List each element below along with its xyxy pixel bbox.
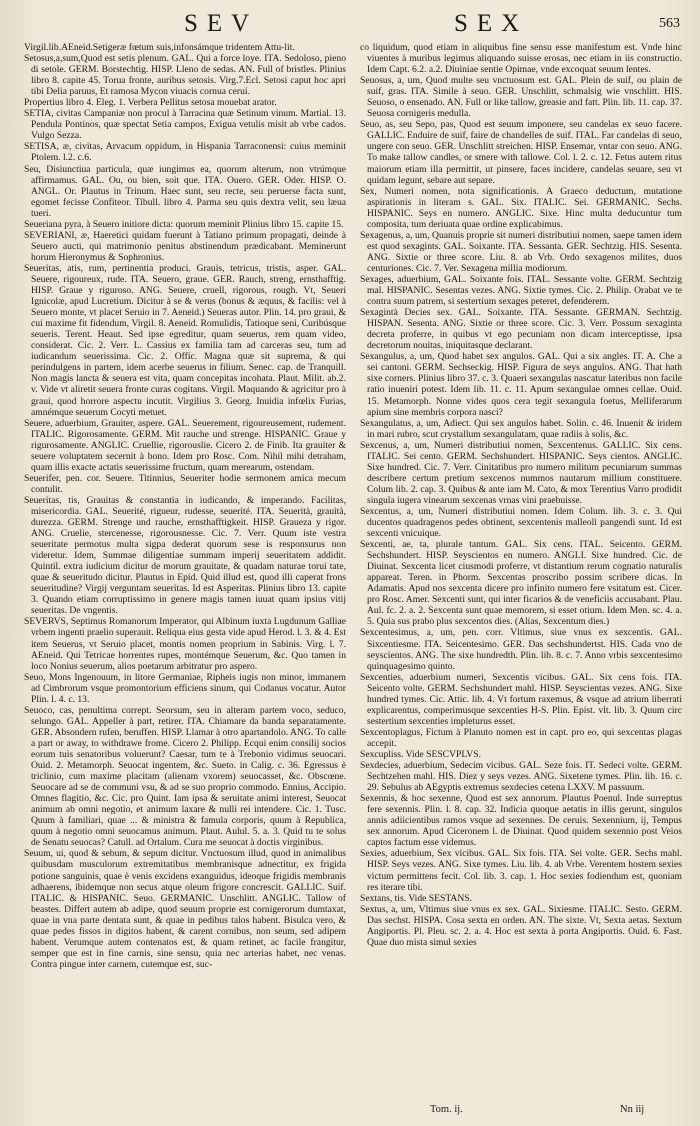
dictionary-entry: Sexangulus, a, um, Quod habet sex angulos. GAL. Qui a six angles. IT. A. Che a sei cantoni. GERM. Sechseckig. HISP. Figura de seys angulos. ANG. That hath sixe corners. Plinius libro 37. c. 3. Quaeri sexangulas nascatur lateribus non facile ratio inueniri potest. Idem lib. 11. c. 11. Apum sexangulae omnes cellae. Ouid. 15. Metamorph. Nonne vides quos cera tegit sexangula foetus, Melliferarum apium sine membris corpora nasci? (360, 351, 682, 418)
dictionary-entry: Seuosus, a, um, Quod multe seu vnctuosum est. GAL. Plein de suif, ou plain de suif, gras. ITA. Simile à seuo. GER. Unschlitt, schmalsig wie vnschlitt. HIS. Seuoso, o ensenado. AN. Full or like tallow, greasie and fatt. Plin. lib. 11. cap. 37. Seuosa cornigeris medulla. (360, 75, 682, 120)
right-column (360, 42, 682, 1102)
dictionary-entry: Sexages, aduerbium, GAL. Soixante fois. ITAL. Sessante volte. GERM. Sechtzig mal. HISPANIC. Sesentas vezes. ANG. Sixtie tymes. Cic. 2. Philip. Orabat ve te contra suum patrem, si sestertium sexages peteret, defenderem. (360, 273, 682, 308)
dictionary-entry: Sexagintà Decies sex. GAL. Soixante. ITA. Sessante. GERMAN. Sechtzig. HISPAN. Sesenta. ANG. Sixtie or three score. Cic. 3. Verr. Possum sexaginta decreta proferre, in quibus vt ego pecuniam non dicam interceptisse, ipsa decretorum nouitas, iniquitasque declarant. (360, 307, 682, 352)
dictionary-entry: Sex, Numeri nomen, nota significationis. A Graeco deductum, mutatione aspirationis in literam s. GAL. Six. ITALIC. Sei. GERMANIC. Sechs. HISPANIC. Seys en numero. ANGLIC. Sixe. Hinc multa deducuntur tum composita, tum deriuata quae ordine explicabimus. (360, 185, 682, 230)
dictionary-entry: Sextus, a, um, Vltimus siue vnus ex sex. GAL. Sixiesme. ITALIC. Sesto. GERM. Das sechst. HISPA. Cosa sexta en orden. AN. The sixte. Vt, Sexta aetas. Sextum Angiportis. Pl. Pleu. sc. 2. a. 4. Hoc est sexta à porta Angiportis. Ouid. 6. Fast. Quae duo mista simul sexies (360, 903, 682, 948)
dictionary-entry: Virgil.lib.AEneid.Setigeræ fœtum suis,infonsámque tridentem Attu-lit. (24, 42, 295, 53)
text-columns (24, 42, 682, 1102)
dictionary-entry: Seuo, Mons Ingenouum, in litore Germaniae, Ripheis iugis non minor, immanem ad Cimbrorum vsque promontorium efficiens sinum, qui Codanus vocatur. Autor Plin. l. 4. c. 13. (24, 671, 346, 705)
signature-mark: Tom. ij. (430, 1104, 463, 1115)
dictionary-entry: Sextans, tis. Vide SESTANS. (360, 892, 473, 904)
dictionary-entry: SEVERIANI, æ, Haeretici quidam fuerunt à Tatiano primum propagati, deinde à Seuero aucti, qui matrimonio penitus abstinendum prædicabant. Meminerunt horum Hieronymus & Sophronius. (24, 229, 346, 263)
dictionary-entry: Seueriana pyra, à Seuero initiore dicta: quorum meminit Plinius libro 15. capite 15. (24, 218, 344, 230)
dictionary-entry: SETISA, æ, civitas, Arvacum oppidum, in Hispania Tarraconensi: cuius meminit Ptolem. l.2. c.6. (24, 141, 346, 164)
dictionary-entry: Sexcenus, a, um, Numeri distributiui nomen, Sexcentenus. GALLIC. Six cens. ITALIC. Sei cento. GERM. Sechshundert. HISPANIC. Seys cientos. ANGLIC. Sixe hundred. Cic. 7. Verr. Cinitatibus pro numero militum pecuniarum summas describere certum pretium sexcenos nummos nautarum millium constituere. Colum lib. 2. cap. 3. Quibus & ante iam M. Cato, & mox Terentius Varro prodidit singula iugera vinearum sexcenas vrnas vini praebuisse. (360, 439, 682, 506)
dictionary-entry: Seuoco, cas, penultima corrept. Seorsum, seu in alteram partem voco, seduco, selungo. GAL. Appeller à part, retirer. ITA. Chiamare da banda separatamente. GER. Absondern rufen, beruffen. HISP. Llamar à otro apartandolo. ANG. To calle a part or away, to withdrawe frome. Cicero 2. Philipp. Ecqui enim consilij socios eorum tuis senatoribus voluerunt? Caesar, tum te à Trebonio vidimus seuocari. Ouid. 2. Metamorph. Seuocat ingentem, &c. Sueto. in Calig. c. 36. Egressus è triclinio, cum maxime placitam (alienam vxorem) seuocasset, &c. Obscœne. Seuocare ad se de communi vsu, & ad se suo proprio commodo. Ennius, Accipio. Omnes flagitio, &c. Cic. pro Quint. Iam ipsa & seruitate animi interest, Seuocat animum ab omni negotio, et animum laxare & nulli rei intendere. Cic. 1. Tusc. Quum à familiari, quae ... & ministra & famula corporis, quum à Republica, quum à negotio omni seuocamus animum. Plaut. Aulul. 5. a. 3. Quid tu te solus de Senatu seuocas? Catull. ad Ortalum. Cura me seuocat à doctis virginibus. (24, 704, 346, 849)
dictionary-entry: Sexagenus, a, um, Quanuis proprie sit numeri distributiui nomen, saepe tamen idem est quod sexagints. GAL. Soixante. ITA. Sessanta. GER. Sechtzig. HIS. Sesenta. ANG. Sixtie or three score. Liu. 8. ab Vrb. Ordo sexagenos milites, duos centuriones. Cic. 7. Ver. Sexagena millia modiorum. (360, 229, 682, 274)
dictionary-entry: Setosus,a,sum,Quod est setis plenum. GAL. Qui a force loye. ITA. Sedoloso, pieno di setole. GERM. Borstechtig. HISP. Lleno de sedas. AN. Full of bristles. Plinius libro 8. capite 45. Torua fronte, auribus setosis. Virg.7.Ecl. Setosi caput hoc apri tibi Delia paruus, Et ramosa Mycon viuacis cornua ceruí. (24, 53, 346, 98)
dictionary-entry: Sexcentoplagus, Fictum à Planuto nomen est in capt. pro eo, qui sexcentas plagas accepit. (360, 726, 682, 749)
dictionary-entry: Sexcenti, ae, ta, plurale tantum. GAL. Six cens. ITAL. Seicento. GERM. Sechshundert. HISP. Seyscientos en numero. ANGLI. Sixe hundred. Cic. de Diuinat. Sexcenta licet ciusmodi proferre, vt distantium rerum cognatio naturalis appareat. Teren. in Phorm. Sexcentas proscribo possim scribere dicas. In Adamatis. Apud nos sexcenta dicere pro infinito numero fere vsitatum est. Cicer. pro Rosc. Amer. Sexcenti sunt, qui inter ficarios & de veneficiis accusabant. Plau. Aul. fc. 2. a. 2. Sexcenta sunt quae memorem, si esset otium. Idem Men. sc. 4. a. 5. Quia sus prabo plus sexcentos dies. (Alias, Sexcentum dies.) (360, 539, 682, 628)
dictionary-entry: co liquidum, quod etiam in aliquibus fine sensu esse manifestum est. Vnde hinc viuentes à muribus legimus aliquando suisse erosas, nec etiam in iis constructio. Idem Capt. 6.2. a.2. Diuiniae sentie Opimae, vnde excoquat seuum lentes. (360, 42, 682, 76)
dictionary-entry: SEVERVS, Septimus Romanorum Imperator, qui Albinum iuxta Lugdunum Galliae vrbem ingenti praelio superauit. Reliqua eius gesta vide apud Herod. l. 3. & 4. Est item Seuerus, vt Seruio placet, montis nomen proprium in Sabinis. Virg. l. 7. AEneid. Qui Tetricae horrentes rupes, montémque Seuerum, &c. Quo tamen in loco Nonius seuerum, alios poetarum arbitratur pro aspero. (24, 616, 346, 672)
dictionary-entry: Sexangulatus, a, um, Adiect. Qui sex angulos habet. Solin. c. 46. Inuenit & iridem in mari rubro, scut crystallum sexangulatam, quae radiis à solis, &c. (360, 417, 682, 440)
dictionary-entry: Sexcenties, aduerbium numeri, Sexcentis vicibus. GAL. Six cens fois. ITA. Seicento volte. GERM. Sechshundert mahl. HISP. Seyscientas vezes. ANG. Sixe hundred tymes. Cic. Attic. lib. 4. Vt fortum raxemus, & vsque ad atrium liberrati explicarentus, comperimusque sexcenties H-S. Plin. Epist. vlt. lib. 3. Quum circ sestertium sexcenties impleturus esset. (360, 671, 682, 727)
dictionary-entry: Sexcupliss. Vide SESCVPLVS. (360, 749, 481, 760)
dictionary-entry: Sexcentus, a, um, Numeri distributiui nomen. Idem Colum. lib. 3. c. 3. Qui ducentos quadragenos pedes obtinent, sexcentenis malleoli pangendi sunt. Id est sexcenti vnicuique. (360, 505, 682, 540)
dictionary-entry: Propertius libro 4. Eleg. 1. Verbera Pellitus setosa mouebat arator. (24, 97, 277, 109)
dictionary-entry: Seuum, ui, quod & sebum, & sepum dicitur. Vnctuosum illud, quod in animalibus quibusdam musculorum extremitatibus membranisque adnectitur, ex frigida potione sanguinis, quae è venis excidens exanguidus, ideoque frigidis membranis adhaerens, ibidemque non secus atque oleum frigore concrescit. GALLIC. Suif. ITALIC. & HISPANIC. Seuo. GERMANIC. Unschlitt. ANGLIC. Tallow of beastes. Differt autem ab adipe, quod seuum proprie est cornigerorum dumtaxat, quae in vna parte dentata sunt, & quae in pedibus talos habent. Bisulca vero, & quae pedes fissos in digitos habent, & carent cornibus, non seum, sed adipem habent. Verumque autem contenatos est, & quam retinet, ac facile frangitur, semper que est in fine carnis, sine sensu, quia nec arterias habet, nec venas. Contra pingue inter carnem, cutemque est, suc- (24, 848, 346, 970)
dictionary-entry: Seueritas, atis, rum, pertinentia produci. Grauis, tetricus, tristis, asper. GAL. Seuere, rigoureux, rude. ITA. Seuero, graue. GER. Rauch, streng, ernsthafftig. HISP. Graue y riguroso. ANG. Seuere, cruell, rigorous, rough. Vt, Seueri Ignicolæ, apud Lucretium. Dicitur à se & verus (bonus & æquus, & facilis: vel à Seuero monte, vt placet Seruio in 7. Aeneid.) Seueras autor. Plin. 14. pro graui, & cui maxime fit fidendum, Virgil. 8. Aeneid. Romulidis, Tatioque seni, Curibúsque seueris. Terent. Heaut. Sed ipse egreditur, quam seuerus, rem quam video, considerat. Cic. 2. Verr. L. Cassius ex familia tam ad carceras seu, tum ad iudicandum seuerissima. Cic. 2. Offic. Magna quæ sit suprema, & qui perindulgens in partem, idem acerbe seuerus in filium. Senec. cap. de Tranquill. Non magis lancta & seuera est vita, quam concepitas incohata. Plaut. Milit. ab.2. v. Vide vt aliretit seuera fronte curas cogitans. Virgil. Maquando & agricitur pro à graui, quod horrore aspectu incutit. Virgilius 3. Georg. Inuidia infœlix Furias, amnémque seuerum Cocyti metuet. (24, 262, 346, 418)
dictionary-entry: Seueritas, tis, Grauitas & constantia in iudicando, & imperando. Facilitas, misericordia. GAL. Seuerité, rigueur, rudesse, seuerité. ITA. Seuerità, grauità, durezza. GERM. Strenge und rauche, ernsthafftigkeit. HISP. Graueza y rigor. ANG. Cruelie, stercenesse, rigorousnesse. Cic. 7. Verr. Quum iste vestra seueritate permotus multa sigpa dederat quorum sese is responsurus non videretur. Idem, Summae diligentiae summam imperij seueritatem addidit. Quintil. extra iudicium dicitur de morum grauitate, & quadam naturae torui tate, quae & seueritudo dicitur. Plautus in Epid. Quid illud est, quod illi caperat frons seueritudine? Virgij verguntam seueritas. Id est Asperitas. Plinius libro 13. capite 3. Quando etiam corruptissimo in genere magis tamen iuuat quam ipsius vitij seueritas. De vngentis. (24, 494, 346, 617)
dictionary-entry: Sexcentesimus, a, um, pen. corr. Vltimus, siue vnus ex sexcentis. GAL. Sixcentiesme. ITA. Seicentesimo. GER. Das sechshundertst. HIS. Cada vno de seyscientos. ANG. The sixe hundredth. Plin. lib. 8. c. 7. Anno vrbis sexcentesimo quinquagesimo quinto. (360, 627, 682, 672)
dictionary-entry: Sexennis, & hoc sexenne, Quod est sex annorum. Plautus Poenul. Inde surreptus fere sexennis. Plin. l. 8. cap. 32. Indicia quoque aetatis in illis gerunt, singulos annis adiicientibus ramos vsque ad sexennes. De ceruis. Sexennium, ij, Tempus sex annorum. Apud Ciceronem l. de Diuinat. Quod quidem sexennio post Veios captos factum esse videmus. (360, 793, 682, 849)
page-footer (0, 1104, 700, 1120)
running-head-right: SEX (454, 10, 529, 37)
dictionary-entry: Seuo, as, seu Sepo, pas, Quod est seuum imponere, seu candelas ex seuo facere. GALLIC. Enduire de suif, faire de chandelles de suif. ITAL. Far candelas di seuo, ungere con seuo. GER. Unschlitt streichen. HISP. Ensemar, vntar con seuo. ANG. To make tallow candles, or smere with tallowe. Col. l. 2. c. 12. Fetus autem ritus maiorum etiam illa permittit, ut pinsere, faces incidere, candelas seuare, seu vt quidam legunt, sebare aut separe. (360, 119, 682, 186)
running-head (24, 8, 682, 42)
dictionary-entry: Seuerifer, pen. cor. Seuere. Titinnius, Seueriter hodie sermonem amica mecum contulit. (24, 472, 346, 495)
dictionary-entry: Seuere, aduerbium, Grauiter, aspere. GAL. Seuerement, rigoureusement, rudement. ITALIC. Rigorosamente. GERM. Mit rauche und strenge. HISPANIC. Graue y rigurosamente. ANGLIC. Cruellie, rigorouslie. Cicero 2. de Finib. Ita grauiter & seuere voluptatem secernit à bono. Idem pro Rosc. Com. Nihil mihi detraham, quam illis exacte actatis seuerissime fructum, quam merearum, ostendam. (24, 417, 346, 473)
dictionary-entry: Seu, Disiunctiua particula, quæ iungimus ea, quorum alterum, non vtrúmque affirmamus. GAL. Ou, ou bien, soit que. ITA. Ouero. GER. Oder. HISP. O. ANGL. Or. Plautus in Trinum. Haec sunt, seu recte, seu peruerse facta sunt, egomet fecisse Confiteor. Tibull. libro 4. Parma seu quis dextra velit, seu læua tueri. (24, 163, 346, 219)
running-head-left: SEV (184, 10, 259, 37)
dictionary-entry: Sexies, aduerbium, Sex vicibus. GAL. Six fois. ITA. Sei volte. GER. Sechs mahl. HISP. Seys vezes. ANG. Sixe tymes. Liu. lib. 4. ab Vrbe. Verentem hostem sexies victum permittens fecit. Col. lib. 3. cap. 1. Hoc sexies fodiendum est, quoniam res iterare tibi. (360, 848, 682, 893)
dictionary-entry: SETIA, civitas Campaniæ non procul à Tarracina quæ Setinum vinum. Martial. 13. Pendula Pontinos, quæ spectat Setia campos, Exigua vetulis misit ab vrbe cados. Vulgo Sezza. (24, 108, 346, 142)
left-column (24, 42, 346, 1102)
dictionary-entry: Sexdecies, aduerbium, Sedecim vicibus. GAL. Seze fois. IT. Sedeci volte. GERM. Sechtzehen mahl. HIS. Diez y seys vezes. ANG. Sixetene tymes. Plin. lib. 16. c. 29. Sebulus ab AEgyptis extremus sexdecies cetena LXXV. M passuum. (360, 760, 682, 794)
page-number: 563 (659, 16, 680, 31)
gathering-mark: Nn iij (620, 1104, 645, 1115)
